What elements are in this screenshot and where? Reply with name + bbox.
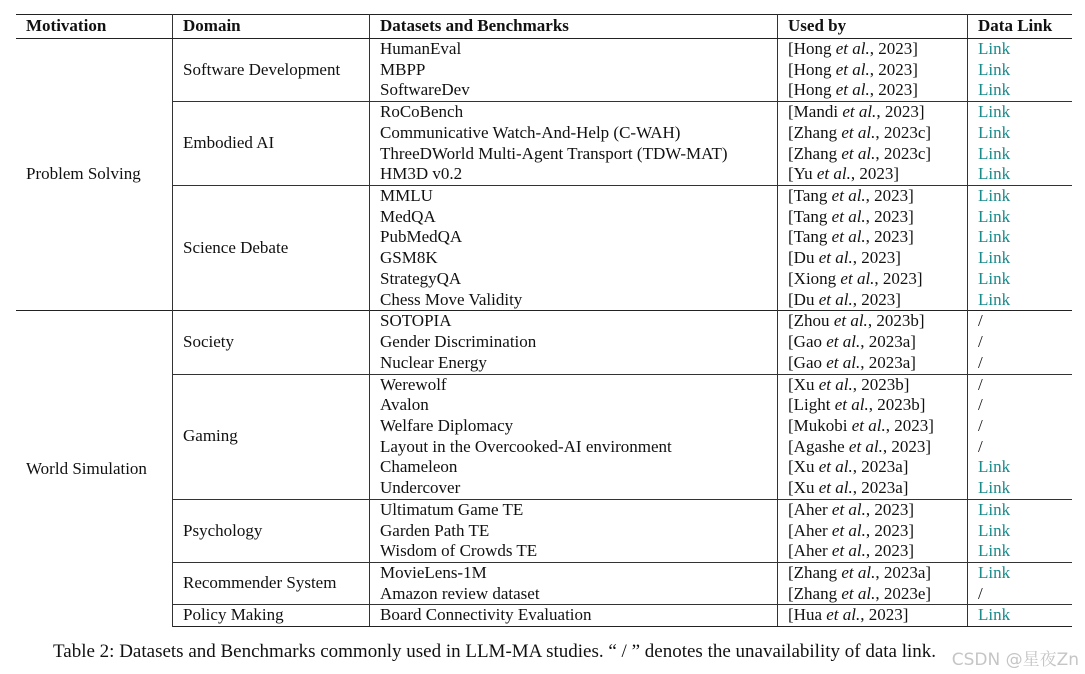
cite-author: Agashe	[793, 436, 845, 456]
cite-close: ]	[916, 268, 923, 288]
cite-et-al: et al.	[818, 289, 853, 309]
cite-year: 2023	[891, 436, 926, 456]
cite-year: 2023a	[883, 562, 926, 582]
cite-open: [	[788, 248, 794, 268]
cite-author: Xu	[793, 457, 815, 477]
cite-close: ]	[925, 143, 932, 163]
cite-et-al: et al.	[818, 457, 853, 477]
cite-close: ]	[912, 39, 918, 58]
cite-year: 2023	[874, 520, 909, 540]
cite-year: 2023	[878, 39, 913, 58]
data-unavailable: /	[978, 415, 983, 435]
cite-et-al: et al.	[826, 605, 861, 625]
cite-sep: ,	[875, 583, 884, 603]
cite-close: ]	[895, 248, 901, 268]
cite-author: Hua	[793, 605, 822, 625]
cite-author: Hong	[793, 39, 832, 58]
used-by-cell	[778, 39, 968, 60]
cite-close: ]	[919, 395, 926, 415]
used-by-cell	[778, 605, 968, 627]
cite-author: Xu	[793, 478, 815, 498]
cite-open: [	[788, 436, 794, 456]
cite-open: [	[788, 520, 794, 540]
dataset-cell: Garden Path TE	[370, 521, 778, 542]
cite-close: ]	[902, 605, 909, 625]
data-link[interactable]: Link	[978, 164, 1011, 184]
cite-close: ]	[908, 499, 915, 519]
cite-author: Yu	[793, 164, 813, 184]
dataset-cell: Gender Discrimination	[370, 332, 778, 353]
data-link[interactable]: Link	[968, 102, 1073, 123]
cite-sep: ,	[852, 478, 862, 498]
cite-year: 2023e	[883, 583, 926, 603]
cite-open: [	[788, 583, 794, 603]
cite-author: Aher	[793, 499, 828, 519]
dataset-cell: RoCoBench	[370, 102, 778, 123]
cite-sep: ,	[852, 374, 862, 394]
cite-open: [	[788, 39, 794, 58]
dataset-cell: Chess Move Validity	[370, 290, 778, 311]
used-by-cell	[778, 541, 968, 562]
cite-author: Zhang	[793, 583, 838, 603]
data-link[interactable]: Link	[978, 248, 1011, 268]
cite-sep: ,	[869, 59, 879, 79]
cite-author: Xu	[793, 374, 815, 394]
cite-et-al: et al.	[835, 59, 870, 79]
data-unavailable: /	[978, 583, 983, 603]
cite-year: 2023	[861, 289, 896, 309]
cite-open: [	[788, 395, 794, 415]
cite-open: [	[788, 562, 794, 582]
cite-sep: ,	[867, 311, 877, 331]
used-by-cell	[778, 186, 968, 207]
data-link[interactable]: Link	[978, 80, 1011, 100]
cite-open: [	[788, 289, 794, 309]
cite-sep: ,	[865, 227, 875, 247]
cite-author: Zhang	[793, 122, 838, 142]
data-link[interactable]: Link	[978, 478, 1011, 498]
cite-open: [	[788, 186, 794, 206]
used-by-cell	[778, 562, 968, 583]
cite-open: [	[788, 352, 794, 372]
dataset-cell: Ultimatum Game TE	[370, 499, 778, 520]
cite-author: Du	[793, 289, 815, 309]
cite-close: ]	[908, 206, 914, 226]
used-by-cell	[778, 144, 968, 165]
cite-sep: ,	[876, 102, 885, 122]
domain-cell: Recommender System	[173, 562, 370, 604]
dataset-cell: HumanEval	[370, 39, 778, 60]
cite-year: 2023	[874, 499, 909, 519]
data-link[interactable]: Link	[968, 499, 1073, 520]
data-link[interactable]: Link	[968, 562, 1073, 583]
dataset-cell: ThreeDWorld Multi-Agent Transport (TDW-MAT)	[370, 144, 778, 165]
dataset-cell: Werewolf	[370, 374, 778, 395]
cite-author: Hong	[793, 80, 832, 100]
cite-et-al: et al.	[831, 541, 866, 561]
cite-author: Zhou	[793, 311, 830, 331]
dataset-cell: StrategyQA	[370, 269, 778, 290]
cite-open: [	[788, 499, 794, 519]
cite-open: [	[788, 122, 794, 142]
cite-et-al: et al.	[826, 352, 861, 372]
domain-cell: Embodied AI	[173, 102, 370, 186]
table-row	[16, 499, 1072, 520]
dataset-cell: Welfare Diplomacy	[370, 416, 778, 437]
domain-cell: Policy Making	[173, 605, 370, 627]
cite-author: Zhang	[793, 562, 838, 582]
used-by-cell	[778, 374, 968, 395]
cite-sep: ,	[850, 164, 860, 184]
data-link[interactable]: Link	[968, 186, 1073, 207]
cite-author: Aher	[793, 520, 828, 540]
data-link[interactable]: Link	[978, 39, 1011, 58]
cite-open: [	[788, 227, 794, 247]
used-by-cell	[778, 80, 968, 101]
dataset-cell: Board Connectivity Evaluation	[370, 605, 778, 627]
table-row	[16, 311, 1072, 332]
domain-cell: Society	[173, 311, 370, 374]
cite-open: [	[788, 415, 794, 435]
header-motivation: Motivation	[16, 15, 173, 39]
cite-open: [	[788, 143, 794, 163]
table-row	[16, 374, 1072, 395]
used-by-cell	[778, 290, 968, 311]
table-row	[16, 186, 1072, 207]
dataset-cell: Chameleon	[370, 457, 778, 478]
cite-close: ]	[893, 164, 899, 184]
domain-cell: Software Development	[173, 39, 370, 102]
cite-close: ]	[928, 415, 934, 435]
domain-cell: Gaming	[173, 374, 370, 499]
used-by-cell	[778, 123, 968, 144]
data-link[interactable]: Link	[978, 541, 1011, 561]
cite-year: 2023b	[877, 395, 920, 415]
used-by-cell	[778, 207, 968, 228]
cite-year: 2023	[894, 415, 929, 435]
cite-et-al: et al.	[851, 415, 886, 435]
cite-author: Gao	[793, 332, 822, 352]
cite-close: ]	[925, 583, 932, 603]
cite-open: [	[788, 164, 794, 184]
cite-open: [	[788, 59, 794, 79]
domain-cell: Science Debate	[173, 186, 370, 311]
cite-author: Mandi	[793, 102, 839, 122]
motivation-cell: World Simulation	[16, 311, 173, 627]
cite-year: 2023	[884, 102, 919, 122]
cite-sep: ,	[865, 206, 875, 226]
cite-open: [	[788, 311, 794, 331]
data-link[interactable]: Link	[968, 605, 1073, 627]
cite-et-al: et al.	[831, 206, 866, 226]
cite-open: [	[788, 457, 794, 477]
data-unavailable: /	[978, 352, 983, 372]
cite-sep: ,	[852, 248, 862, 268]
used-by-cell	[778, 478, 968, 499]
dataset-cell: GSM8K	[370, 248, 778, 269]
data-link[interactable]: Link	[978, 59, 1011, 79]
cite-year: 2023b	[861, 374, 904, 394]
cite-close: ]	[918, 311, 925, 331]
cite-sep: ,	[882, 436, 892, 456]
domain-cell: Psychology	[173, 499, 370, 562]
dataset-cell: Amazon review dataset	[370, 584, 778, 605]
cite-close: ]	[902, 478, 909, 498]
header-data-link: Data Link	[968, 15, 1073, 39]
cite-author: Mukobi	[793, 415, 848, 435]
cite-sep: ,	[865, 499, 875, 519]
cite-author: Hong	[793, 59, 832, 79]
motivation-cell: Problem Solving	[16, 39, 173, 311]
cite-close: ]	[908, 227, 914, 247]
table-row	[16, 39, 1072, 60]
cite-close: ]	[925, 436, 932, 456]
dataset-cell: Nuclear Energy	[370, 353, 778, 374]
data-link[interactable]: Link	[978, 122, 1011, 142]
cite-close: ]	[895, 289, 901, 309]
cite-year: 2023c	[883, 143, 926, 163]
dataset-cell: PubMedQA	[370, 227, 778, 248]
data-unavailable: /	[968, 311, 1073, 332]
dataset-cell: Communicative Watch-And-Help (C-WAH)	[370, 123, 778, 144]
cite-close: ]	[903, 374, 910, 394]
cite-sep: ,	[865, 186, 875, 206]
used-by-cell	[778, 395, 968, 416]
cite-open: [	[788, 478, 794, 498]
cite-year: 2023	[874, 541, 909, 561]
cite-author: Tang	[793, 227, 828, 247]
cite-close: ]	[910, 352, 916, 372]
cite-sep: ,	[860, 605, 869, 625]
cite-year: 2023	[861, 248, 896, 268]
data-unavailable: /	[978, 395, 983, 415]
cite-et-al: et al.	[831, 499, 866, 519]
table-row	[16, 605, 1072, 627]
cite-year: 2023	[859, 164, 894, 184]
data-link[interactable]: Link	[978, 289, 1011, 309]
table-row	[16, 562, 1072, 583]
cite-year: 2023a	[861, 478, 903, 498]
data-unavailable: /	[968, 374, 1073, 395]
cite-sep: ,	[875, 562, 884, 582]
used-by-cell	[778, 332, 968, 353]
data-link[interactable]: Link	[978, 227, 1011, 247]
dataset-cell: MedQA	[370, 207, 778, 228]
cite-sep: ,	[869, 39, 879, 58]
cite-open: [	[788, 374, 794, 394]
cite-close: ]	[902, 457, 909, 477]
cite-et-al: et al.	[833, 311, 868, 331]
dataset-cell: MMLU	[370, 186, 778, 207]
header-domain: Domain	[173, 15, 370, 39]
used-by-cell	[778, 437, 968, 458]
cite-author: Tang	[793, 206, 828, 226]
cite-et-al: et al.	[831, 520, 866, 540]
cite-open: [	[788, 206, 794, 226]
used-by-cell	[778, 269, 968, 290]
cite-et-al: et al.	[841, 143, 876, 163]
cite-author: Light	[793, 395, 831, 415]
cite-author: Zhang	[793, 143, 838, 163]
used-by-cell	[778, 60, 968, 81]
cite-et-al: et al.	[841, 122, 876, 142]
cite-author: Aher	[793, 541, 828, 561]
data-link[interactable]: Link	[978, 206, 1011, 226]
datasets-table	[16, 14, 1072, 627]
cite-year: 2023c	[883, 122, 926, 142]
data-link[interactable]: Link	[978, 143, 1011, 163]
header-used-by: Used by	[778, 15, 968, 39]
cite-et-al: et al.	[848, 436, 883, 456]
cite-et-al: et al.	[840, 268, 875, 288]
dataset-cell: SOTOPIA	[370, 311, 778, 332]
cite-et-al: et al.	[842, 102, 877, 122]
cite-et-al: et al.	[831, 186, 866, 206]
cite-year: 2023b	[876, 311, 919, 331]
dataset-cell: Avalon	[370, 395, 778, 416]
cite-author: Du	[793, 248, 815, 268]
used-by-cell	[778, 227, 968, 248]
header-row	[16, 15, 1072, 39]
cite-sep: ,	[860, 332, 869, 352]
dataset-cell: MBPP	[370, 60, 778, 81]
cite-close: ]	[910, 332, 916, 352]
cite-et-al: et al.	[841, 583, 876, 603]
cite-open: [	[788, 332, 794, 352]
cite-close: ]	[912, 59, 918, 79]
cite-et-al: et al.	[834, 395, 869, 415]
dataset-cell: SoftwareDev	[370, 80, 778, 101]
watermark: CSDN @星夜Zn	[951, 650, 1079, 670]
used-by-cell	[778, 584, 968, 605]
used-by-cell	[778, 416, 968, 437]
dataset-cell: Wisdom of Crowds TE	[370, 541, 778, 562]
cite-sep: ,	[885, 415, 895, 435]
cite-year: 2023	[874, 227, 909, 247]
cite-close: ]	[925, 562, 932, 582]
used-by-cell	[778, 311, 968, 332]
cite-sep: ,	[852, 457, 862, 477]
cite-et-al: et al.	[818, 248, 853, 268]
dataset-cell: Undercover	[370, 478, 778, 499]
table-caption: Table 2: Datasets and Benchmarks commonly used in LLM-MA studies. “ / ” denotes the unavailability of data link.	[53, 641, 937, 662]
cite-year: 2023	[878, 59, 913, 79]
cite-year: 2023	[878, 80, 913, 100]
cite-sep: ,	[852, 289, 862, 309]
used-by-cell	[778, 521, 968, 542]
cite-et-al: et al.	[818, 374, 853, 394]
cite-year: 2023	[874, 186, 909, 206]
cite-author: Xiong	[793, 268, 837, 288]
cite-et-al: et al.	[816, 164, 851, 184]
data-unavailable: /	[978, 332, 983, 352]
cite-year: 2023a	[868, 352, 911, 372]
cite-year: 2023a	[861, 457, 903, 477]
table-row	[16, 102, 1072, 123]
cite-open: [	[788, 268, 794, 288]
data-link[interactable]: Link	[978, 268, 1011, 288]
cite-open: [	[788, 80, 794, 100]
cite-et-al: et al.	[826, 332, 861, 352]
cite-sep: ,	[874, 268, 883, 288]
cite-author: Gao	[793, 352, 822, 372]
used-by-cell	[778, 164, 968, 185]
data-link[interactable]: Link	[978, 457, 1011, 477]
cite-close: ]	[908, 186, 914, 206]
cite-close: ]	[908, 520, 915, 540]
cite-et-al: et al.	[818, 478, 853, 498]
cite-close: ]	[918, 102, 925, 122]
cite-close: ]	[925, 122, 932, 142]
dataset-cell: MovieLens-1M	[370, 562, 778, 583]
used-by-cell	[778, 499, 968, 520]
cite-sep: ,	[875, 143, 884, 163]
cite-sep: ,	[875, 122, 884, 142]
cite-open: [	[788, 541, 794, 561]
cite-sep: ,	[868, 395, 878, 415]
used-by-cell	[778, 353, 968, 374]
used-by-cell	[778, 248, 968, 269]
dataset-cell: Layout in the Overcooked-AI environment	[370, 437, 778, 458]
cite-sep: ,	[865, 520, 875, 540]
cite-year: 2023	[882, 268, 917, 288]
cite-et-al: et al.	[835, 80, 870, 100]
cite-open: [	[788, 102, 794, 122]
cite-author: Tang	[793, 186, 828, 206]
cite-year: 2023	[874, 206, 909, 226]
cite-sep: ,	[860, 352, 869, 372]
dataset-cell: HM3D v0.2	[370, 164, 778, 185]
cite-et-al: et al.	[831, 227, 866, 247]
data-link[interactable]: Link	[978, 520, 1011, 540]
used-by-cell	[778, 457, 968, 478]
cite-close: ]	[912, 80, 918, 100]
header-datasets: Datasets and Benchmarks	[370, 15, 778, 39]
cite-year: 2023a	[868, 332, 911, 352]
cite-open: [	[788, 605, 794, 625]
cite-close: ]	[908, 541, 915, 561]
cite-et-al: et al.	[841, 562, 876, 582]
cite-sep: ,	[869, 80, 879, 100]
cite-et-al: et al.	[835, 39, 870, 58]
table-body	[16, 39, 1072, 627]
cite-sep: ,	[865, 541, 875, 561]
cite-year: 2023	[868, 605, 903, 625]
data-unavailable: /	[978, 436, 983, 456]
used-by-cell	[778, 102, 968, 123]
